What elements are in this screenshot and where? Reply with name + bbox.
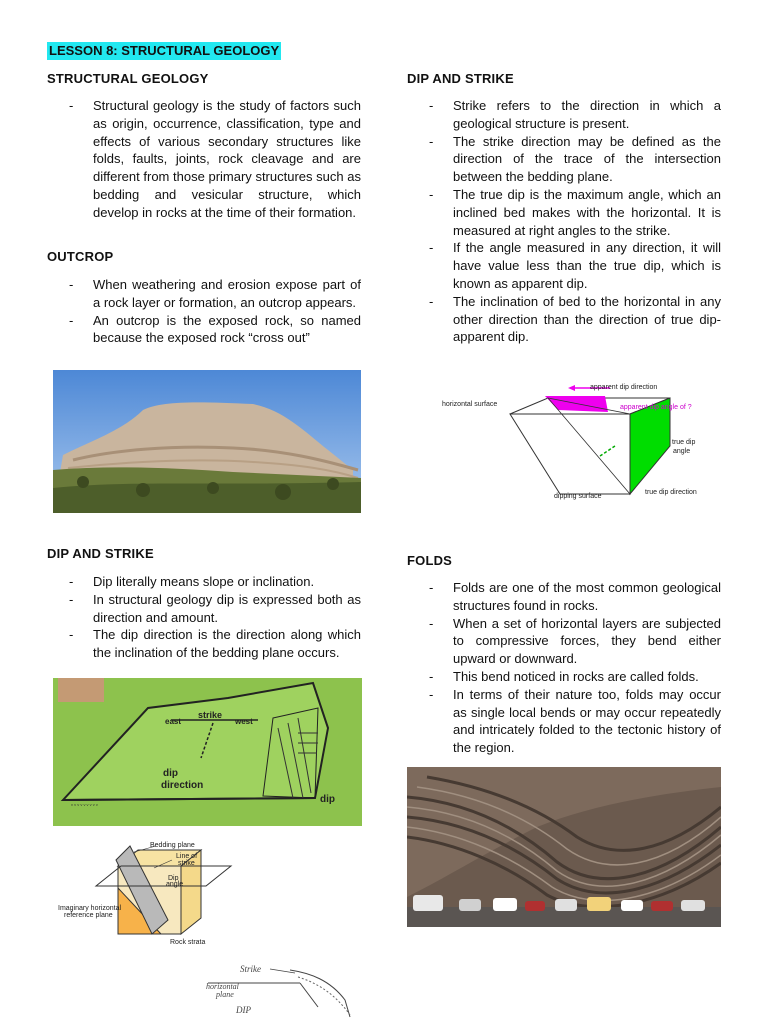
- list-item: - An outcrop is the exposed rock, so named because the exposed rock “cross out”: [47, 312, 361, 348]
- list-item: - In structural geology dip is expressed both as direction and amount.: [47, 591, 361, 627]
- list-item: - When weathering and erosion expose part of a rock layer or formation, an outcrop appears.: [47, 276, 361, 312]
- list-item: - This bend noticed in rocks are called folds.: [407, 668, 721, 686]
- structural-geology-list: [47, 97, 361, 222]
- heading-dip-and-strike-left: DIP AND STRIKE: [47, 546, 154, 561]
- list-item: - Strike refers to the direction in which a geological structure is present.: [407, 97, 721, 133]
- label-east: east: [165, 717, 182, 726]
- apparent-dip-diagram: [440, 376, 725, 504]
- label-apparent-dip-direction: apparent dip direction: [590, 384, 658, 391]
- list-item: - The strike direction may be defined as the direction of the trace of the intersection between the bedding plane.: [407, 133, 721, 186]
- label-rock-strata: Rock strata: [170, 939, 206, 946]
- heading-outcrop: OUTCROP: [47, 249, 114, 264]
- heading-folds: FOLDS: [407, 553, 453, 568]
- label-dip-angle-2: angle: [166, 881, 184, 888]
- label-imaginary-2: reference plane: [64, 912, 113, 919]
- label-true-dip-1: true dip: [672, 439, 696, 446]
- list-item: - In terms of their nature too, folds may occur as single local bends or may occur repeatedly and intricately folded to the tectonic history of the region.: [407, 686, 721, 757]
- label-dip-direction-2: direction: [161, 780, 204, 791]
- list-item: - Folds are one of the most common geological structures found in rocks.: [407, 579, 721, 615]
- label-horizontal-surface: horizontal surface: [442, 401, 498, 408]
- label-bedding-plane: Bedding plane: [150, 842, 195, 849]
- list-item: - When a set of horizontal layers are subjected to compressive forces, they bend either upward or downward.: [407, 615, 721, 668]
- label-apparent-dip-angle: apparent dip angle of ?: [620, 404, 692, 411]
- svg-text:v v v v v v v v v: v v v v v v v v v: [71, 802, 98, 807]
- list-item: - The true dip is the maximum angle, which an inclined bed makes with the horizontal. It is measured at right angles to the strike.: [407, 186, 721, 239]
- label-dip-angle-1: Dip: [168, 875, 179, 882]
- heading-dip-and-strike-right: DIP AND STRIKE: [407, 71, 514, 86]
- label-dip-direction-1: dip: [163, 768, 178, 779]
- sketch-label-horizontal-1: horizontal: [206, 982, 239, 991]
- label-true-dip-direction: true dip direction: [645, 489, 697, 496]
- folds-photo: [407, 767, 721, 927]
- dip-and-strike-right-list: [407, 97, 721, 346]
- label-line-of-strike-2: strike: [178, 860, 195, 867]
- label-strike: strike: [198, 710, 223, 720]
- list-item: - If the angle measured in any direction, it will have value less than the true dip, which is known as apparent dip.: [407, 239, 721, 292]
- sketch-label-dip: DIP: [236, 1005, 251, 1015]
- list-item: - The dip direction is the direction along which the inclination of the bedding plane occurs.: [47, 626, 361, 662]
- label-dip: dip: [320, 794, 335, 805]
- strike-dip-sketch: [200, 955, 362, 1020]
- label-true-dip-2: angle: [673, 448, 691, 455]
- heading-structural-geology: STRUCTURAL GEOLOGY: [47, 71, 209, 86]
- list-item: - Structural geology is the study of factors such as origin, occurrence, classification, type and effects of various secondary structures like folds, faults, joints, rock cleavage and are different from those primary structures such as bedding and vesicular structure, which develop in rocks at the time of their formation.: [47, 97, 361, 222]
- lesson-title: LESSON 8: STRUCTURAL GEOLOGY: [49, 43, 280, 58]
- label-dipping-surface: dipping surface: [554, 493, 602, 500]
- sketch-label-strike: Strike: [240, 964, 261, 974]
- label-imaginary-1: Imaginary horizontal: [58, 905, 122, 912]
- dip-direction-diagram: [53, 678, 362, 826]
- folds-list: [407, 579, 721, 757]
- list-item: - Dip literally means slope or inclination.: [47, 573, 361, 591]
- outcrop-list: [47, 276, 361, 347]
- list-item: - The inclination of bed to the horizontal in any other direction than the direction of true dip-apparent dip.: [407, 293, 721, 346]
- label-line-of-strike-1: Line of: [176, 853, 198, 860]
- label-west: west: [235, 717, 253, 726]
- outcrop-photo: [53, 370, 361, 513]
- sketch-label-horizontal-2: plane: [216, 990, 234, 999]
- bedding-block-diagram: [56, 838, 236, 950]
- dip-and-strike-left-list: [47, 573, 361, 662]
